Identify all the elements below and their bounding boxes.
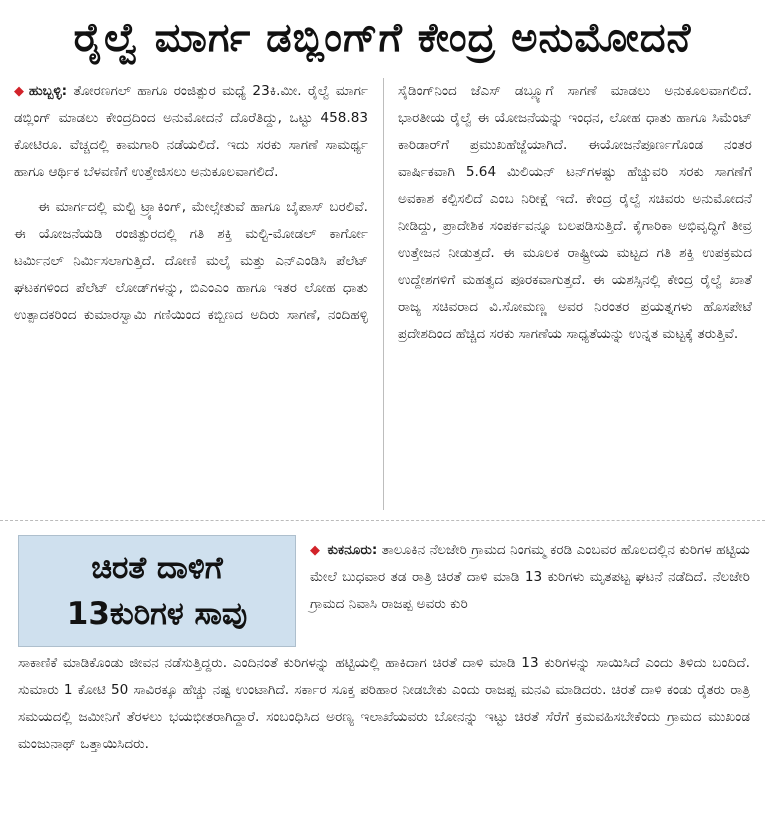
leopard-headline-box <box>18 535 296 647</box>
leopard-headline-line-2: 13ಕುರಿಗಳ ಸಾವು <box>66 596 248 632</box>
railway-article <box>14 78 752 510</box>
red-diamond-bullet-icon: ◆ <box>14 84 26 99</box>
leopard-article-text-top: ತಾಲೂಕಿನ ನೆಲಜೇರಿ ಗ್ರಾಮದ ನಿಂಗಮ್ಮ ಕರಡಿ ಎಂಬವರ ಹೊಲದಲ್ಲಿನ ಕುರಿಗಳ ಹಟ್ಟಿಯ ಮೇಲೆ ಬುಧವಾರ ತಡ ರಾತ್ರಿ ಚಿರತೆ ದಾಳಿ ಮಾಡಿ 13 ಕುರಿಗಳು ಮೃತಪಟ್ಟ ಘಟನೆ ನಡೆದಿದೆ. ನೆಲಜೇರಿ ಗ್ರಾಮದ ನಿವಾಸಿ ರಾಜಪ್ಪ ಅವರು ಕುರಿ <box>310 542 750 612</box>
dateline-kukanur: ಕುಕನೂರು: <box>327 542 378 558</box>
leopard-headline-line-1: ಚಿರತೆ ದಾಳಿಗೆ <box>91 550 223 586</box>
section-divider <box>0 520 765 521</box>
railway-article-text-1: ತೋರಣಗಲ್ ಹಾಗೂ ರಂಜಿತ್ಪುರ ಮಧ್ಯೆ 23ಕಿ.ಮೀ. ರೈಲ್ವೆ ಮಾರ್ಗ ಡಬ್ಲಿಂಗ್ ಮಾಡಲು ಕೇಂದ್ರದಿಂದ ಅನುಮೋದನೆ ದೊರೆತಿದ್ದು, ಒಟ್ಟು 458.83 ಕೋಟಿರೂ. ವೆಚ್ಚದಲ್ಲಿ ಕಾಮಗಾರಿ ನಡೆಯಲಿದೆ. ಇದು ಸರಕು ಸಾಗಣೆ ಸಾಮರ್ಥ್ಯ ಹಾಗೂ ಆರ್ಥಿಕ ಬೆಳವಣಿಗೆ ಉತ್ತೇಜಿಸಲು ಅನುಕೂಲವಾಗಲಿದೆ. <box>14 83 368 180</box>
leopard-article-top <box>310 537 750 618</box>
leopard-article-bottom: ಸಾಕಾಣಿಕೆ ಮಾಡಿಕೊಂಡು ಜೀವನ ನಡೆಸುತ್ತಿದ್ದರು. ಎಂದಿನಂತೆ ಕುರಿಗಳನ್ನು ಹಟ್ಟಿಯಲ್ಲಿ ಹಾಕಿದಾಗ ಚಿರತೆ ದಾಳಿ ಮಾಡಿ 13 ಕುರಿಗಳನ್ನು ಸಾಯಿಸಿದೆ ಎಂದು ತಿಳಿದು ಬಂದಿದೆ. ಸುಮಾರು 1 ಕೋಟಿ 50 ಸಾವಿರಕ್ಕೂ ಹೆಚ್ಚು ನಷ್ಟ ಉಂಟಾಗಿದೆ. ಸರ್ಕಾರ ಸೂಕ್ತ ಪರಿಹಾರ ನೀಡಬೇಕು ಎಂದು ರಾಜಪ್ಪ ಮನವಿ ಮಾಡಿದರು. ಚಿರತೆ ದಾಳಿ ಕಂಡು ರೈತರು ರಾತ್ರಿ ಸಮಯದಲ್ಲಿ ಜಮೀನಿಗೆ ತೆರಳಲು ಭಯಭೀತರಾಗಿದ್ದಾರೆ. ಸಂಬಂಧಿಸಿದ ಅರಣ್ಯ ಇಲಾಖೆಯವರು ಬೋನನ್ನು ಇಟ್ಟು ಚಿರತೆ ಸೆರೆಗೆ ಕ್ರಮವಹಿಸಬೇಕೆಂದು ಗ್ರಾಮದ ಮುಖಂಡ ಮಂಜುನಾಥ್ ಒತ್ತಾಯಿಸಿದರು. <box>18 655 750 752</box>
dateline-hubballi: ಹುಬ್ಬಳ್ಳಿ: <box>28 83 68 99</box>
headline: ರೈಲ್ವೆ ಮಾರ್ಗ ಡಬ್ಲಿಂಗ್‌ಗೆ ಕೇಂದ್ರ ಅನುಮೋದನೆ <box>73 15 692 61</box>
railway-article-para-2: ಈ ಮಾರ್ಗದಲ್ಲಿ ಮಲ್ಟಿ ಟ್ರ್ಯಾಕಿಂಗ್, ಮೇಲ್ಸೇತುವೆ ಹಾಗೂ ಬೈಪಾಸ್ ಬರಲಿವೆ. ಈ ಯೋಜನೆಯಡಿ ರಂಜಿತ್ಪುರದಲ್ಲಿ ಗತಿ ಶಕ್ತಿ ಮಲ್ಟಿ-ಮೋಡಲ್ ಕಾರ್ಗೋ ಟರ್ಮಿನಲ್ ನಿರ್ಮಿಸಲಾಗುತ್ತಿದೆ. ದೋಣಿ ಮಲೈ ಮತ್ತು ಎನ್‌ಎಂಡಿಸಿ ಪೆಲೆಟ್ ಘಟಕಗಳಿಂದ ಪೆಲೆಟ್ ಲೋಡ್‌ಗಳನ್ನು, ಬಿಎಂಎಂ ಹಾಗೂ ಇತರ ಲೋಹ ಧಾತು ಉತ್ಪಾದಕರಿಂದ ಕುಮಾರಸ್ವಾಮಿ ಗಣಿಯಿಂದ ಕಬ್ಬಿಣದ ಅದಿರು ಸಾಗಣೆ, ನಂದಿಹಳ್ಳಿ ಸೈಡಿಂಗ್‌ನಿಂದ ಜೆಎಸ್ ಡಬ್ಲ್ಯೂಗೆ ಸಾಗಣೆ ಮಾಡಲು ಅನುಕೂಲವಾಗಲಿದೆ. ಭಾರತೀಯ ರೈಲ್ವೆ ಈ ಯೋಜನೆಯನ್ನು ಇಂಧನ, ಲೋಹ ಧಾತು ಹಾಗೂ ಸಿಮೆಂಟ್ ಕಾರಿಡಾರ್‌ಗೆ ಪ್ರಮುಖಹೆಜ್ಜೆಯಾಗಿದೆ. ಈಯೋಜನೆಪೂರ್ಣಗೊಂಡ ನಂತರ ವಾರ್ಷಿಕವಾಗಿ 5.64 ಮಿಲಿಯನ್ ಟನ್‌ಗಳಷ್ಟು ಹೆಚ್ಚುವರಿ ಸರಕು ಸಾಗಣೆಗೆ ಅವಕಾಶ ಕಲ್ಪಿಸಲಿದೆ ಎಂಬ ನಿರೀಕ್ಷೆ ಇದೆ. ಕೇಂದ್ರ ರೈಲ್ವೆ ಸಚಿವರು ಅನುಮೋದನೆ ನೀಡಿದ್ದು, ಪ್ರಾದೇಶಿಕ ಸಂಪರ್ಕವನ್ನೂ ಬಲಪಡಿಸುತ್ತಿದೆ. ಕೈಗಾರಿಕಾ ಅಭಿವೃದ್ಧಿಗೆ ತೀವ್ರ ಉತ್ತೇಜನ ನೀಡುತ್ತದೆ. ಈ ಮೂಲಕ ರಾಷ್ಟ್ರೀಯ ಮಟ್ಟದ ಗತಿ ಶಕ್ತಿ ಉಪಕ್ರಮದ ಉದ್ದೇಶಗಳಿಗೆ ಮಹತ್ವದ ಪೂರಕವಾಗುತ್ತದೆ. ಈ ಯಶಸ್ಸಿನಲ್ಲಿ ಕೇಂದ್ರ ರೈಲ್ವೆ ಖಾತೆ ರಾಜ್ಯ ಸಚಿವರಾದ ವಿ.ಸೋಮಣ್ಣ ಅವರ ನಿರಂತರ ಪ್ರಯತ್ನಗಳು ಹೊಸಪೇಟೆ ಪ್ರದೇಶದಿಂದ ಹೆಚ್ಚಿದ ಸರಕು ಸಾಗಣೆಯ ಸಾಧ್ಯತೆಯನ್ನು ಉನ್ನತ ಮಟ್ಟಕ್ಕೆ ತರುತ್ತಿವೆ. <box>14 83 752 342</box>
railway-article-para-1 <box>14 78 368 186</box>
red-diamond-bullet-icon: ◆ <box>310 543 321 558</box>
